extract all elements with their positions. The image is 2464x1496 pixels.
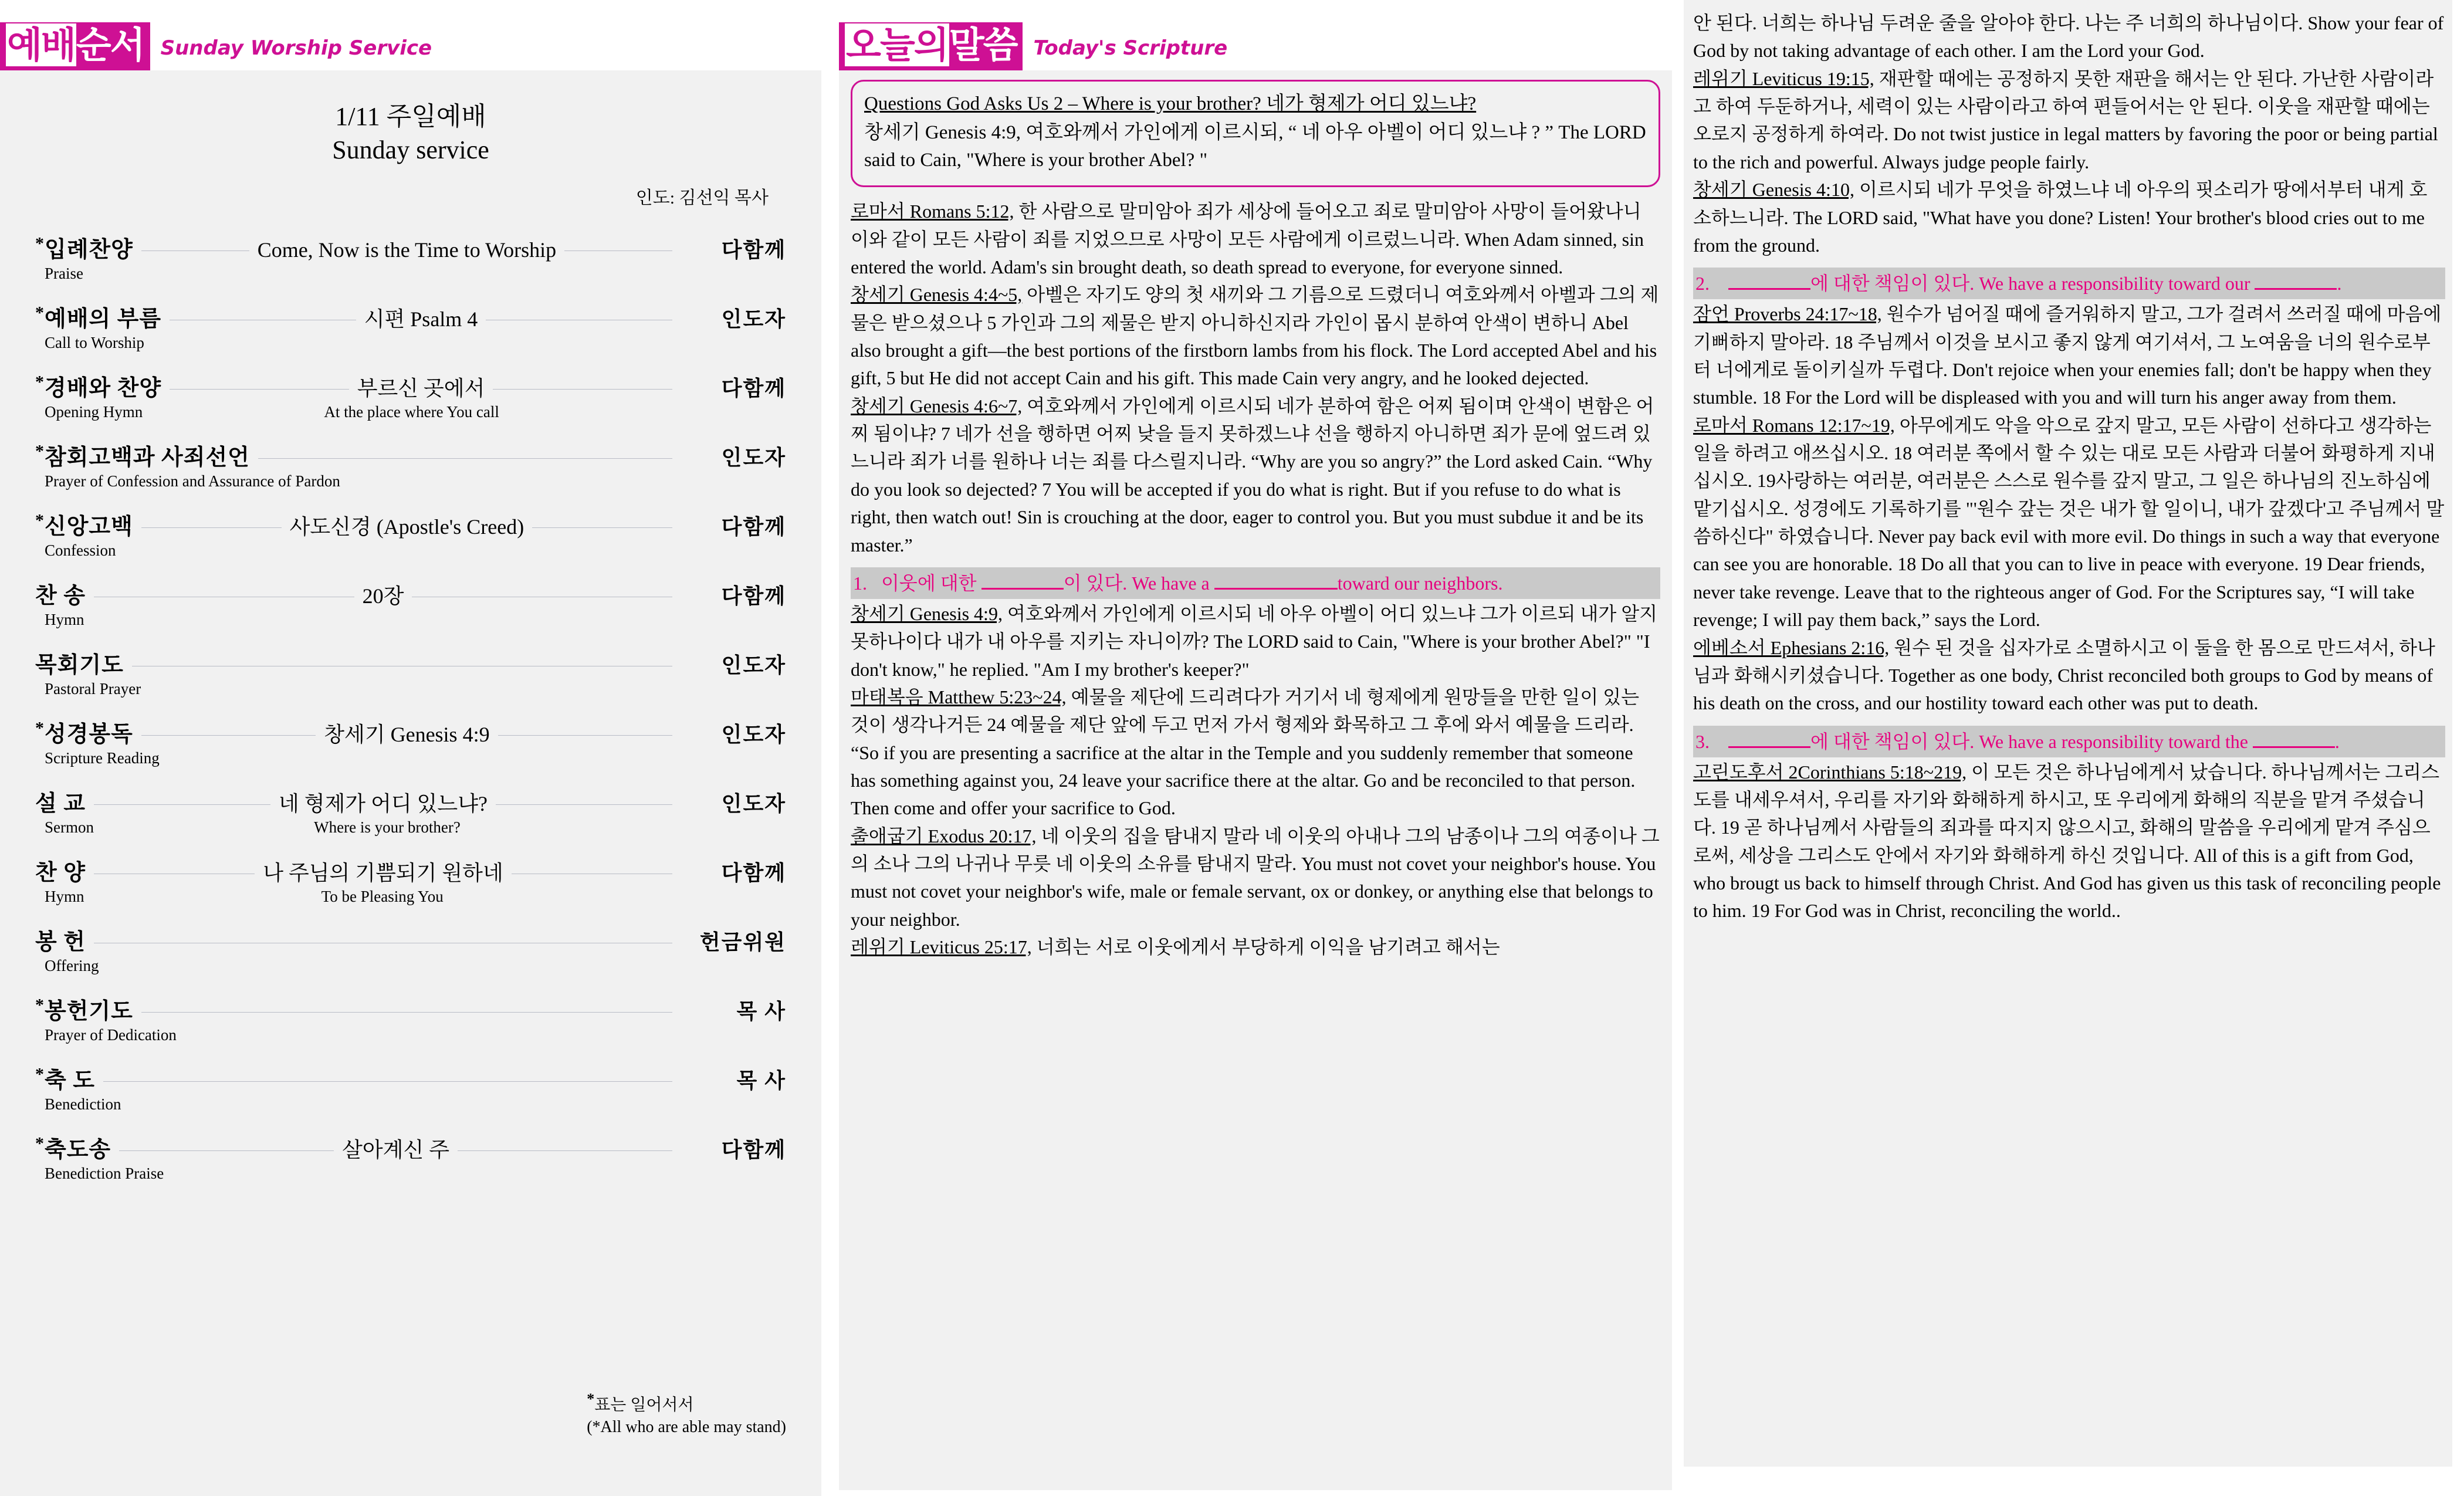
scripture-reference: 창세기 Genesis 4:10, (1693, 179, 1854, 201)
service-title (35, 100, 786, 167)
order-item-name-en: Benediction (45, 1095, 121, 1113)
scripture-body-middle (839, 70, 1672, 1490)
scripture-badge-ko-part2: 말씀 (949, 23, 1017, 66)
scripture-passage (1693, 759, 2445, 925)
scripture-reference: 창세기 Genesis 4:4~5, (851, 284, 1023, 306)
order-item-participant: 인도자 (721, 446, 786, 470)
sermon-verse-box (851, 80, 1660, 187)
order-item-name-ko: *봉헌기도 (35, 995, 133, 1024)
scripture-badge-ko-part1: 오늘의 (846, 23, 948, 66)
sermon-point: 2. 에 대한 책임이 있다. We have a responsibility toward our . (1693, 268, 2445, 299)
order-item-value-en: Where is your brother? (314, 818, 461, 837)
order-item-participant: 다함께 (721, 515, 786, 539)
scripture-section-header (821, 0, 1684, 70)
scripture-passage (1693, 634, 2445, 717)
order-item-value: 시편 Psalm 4 (364, 307, 478, 331)
scripture-reference: 로마서 Romans 5:12, (851, 201, 1014, 222)
scripture-text: 여호와께서 가인에게 이르시되 네가 분하여 함은 어찌 됨이며 안색이 변함은 어찌 됨이냐? 7 네가 선을 행하면 어찌 낮을 들지 못하겠느냐 선을 행하지 아니하면 죄가 문에 엎드려 있느니라 죄가 너를 원하나 너는 죄를 다스릴지니라. “Why are you so angry?” the Lord asked Cain. “Why do you look so dejected? 7 You will be accepted if you do what is right. But if you refuse to do what is right, then watch out! Sin is crouching at the door, eager to control you. But you must subdue it and be its master.” (851, 395, 1654, 556)
standing-footnote-korean: *표는 일어서서 (587, 1390, 694, 1414)
scripture-passage (1693, 65, 2445, 176)
order-item-name-en: Prayer of Dedication (45, 1026, 177, 1044)
scripture-text: 여호와께서 가인에게 이르시되 네 아우 아벨이 어디 있느냐 그가 이르되 내가 알지 못하나이다 내가 내 아우를 지키는 자니이까? The LORD said to Cain, "Where is your brother Abel?" "I don't know," he replied. "Am I my brother's keeper?" (851, 603, 1658, 680)
sermon-point-blank-ko (1728, 288, 1810, 290)
order-item-rule-left (141, 527, 282, 528)
scripture-column (821, 0, 1684, 1496)
scripture-passage (851, 281, 1660, 392)
scripture-reference: 로마서 Romans 12:17~19, (1693, 414, 1895, 436)
order-item-rule-left (170, 389, 349, 390)
scripture-text: 원수 된 것을 십자가로 소멸하시고 이 둘을 한 몸으로 만드셔서, 하나님과 화해시키셨습니다. Together as one body, Christ reconciled both groups to God by means of his death on the cross, and our hostility toward each other was put to death. (1693, 637, 2435, 714)
order-item (35, 577, 786, 647)
order-item-value: 살아계신 주 (342, 1138, 450, 1162)
order-item-name-en: Hymn (45, 888, 84, 906)
order-item-participant: 인도자 (721, 654, 786, 678)
order-item-participant: 다함께 (721, 584, 787, 608)
scripture-passage (851, 823, 1660, 933)
order-item-value-en (144, 334, 786, 352)
order-item-value: Come, Now is the Time to Worship (257, 238, 557, 262)
order-item-name-ko: *축 도 (35, 1064, 95, 1094)
service-leader: 인도: 김선익 목사 (635, 188, 769, 208)
order-item (35, 716, 786, 785)
standing-footnote-ko-text: 표는 일어서서 (594, 1396, 694, 1414)
right-passage-list (1693, 9, 2445, 925)
order-item-participant: 다함께 (721, 238, 787, 262)
scripture-passage (1693, 9, 2445, 65)
scripture-text: 안 된다. 너희는 하나님 두려운 줄을 알아야 한다. 나는 주 너희의 하나님이다. Show your fear of God by not taking advantage of each other. I am the Lord your God. (1693, 12, 2444, 62)
order-item (35, 508, 786, 577)
order-item-value-en (160, 749, 786, 767)
scripture-body-right (1684, 0, 2452, 1467)
order-item (35, 370, 786, 439)
scripture-continuation-column (1684, 0, 2464, 1496)
order-item-value-en (340, 472, 786, 490)
service-title-korean: 1/11 주일예배 (335, 102, 486, 131)
order-item-participant: 인도자 (721, 792, 787, 816)
order-item-value: 네 형제가 어디 있느냐? (278, 792, 488, 816)
scripture-text: 네 이웃의 집을 탐내지 말라 네 이웃의 아내나 그의 남종이나 그의 여종이나 그의 소나 그의 나귀나 무릇 네 이웃의 소유를 탐내지 말라. You must not covet your neighbor's house. You must not covet your neighbor's wife, male or female servant, ox or donkey, or anything else that belongs to your neighbor. (851, 825, 1660, 930)
sermon-point: 3. 에 대한 책임이 있다. We have a responsibility toward the . (1693, 726, 2445, 757)
sermon-point-blank-en (2253, 746, 2335, 748)
scripture-text: 아벨은 자기도 양의 첫 새끼와 그 기름으로 드렸더니 여호와께서 아벨과 그의 제물은 받으셨으나 5 가인과 그의 제물은 받지 아니하신지라 가인이 몹시 분하여 안색이 변하니 Abel also brought a gift—the best portions of the firstborn lambs from his flock. The Lord accepted Abel and his gift, 5 but He did not accept Cain and his gift. This made Cain very angry, and he looked dejected. (851, 284, 1659, 389)
order-item (35, 854, 786, 923)
order-item-value-en (141, 680, 786, 698)
order-item-rule-left (94, 804, 270, 805)
order-item-value-en: At the place where You call (324, 403, 499, 421)
service-title-english: Sunday service (332, 136, 489, 165)
scripture-reference: 레위기 Leviticus 25:17, (851, 936, 1032, 958)
order-item-value-en (121, 1095, 786, 1113)
order-item (35, 785, 786, 854)
scripture-passage (1693, 412, 2445, 634)
order-item-name-en: Praise (45, 265, 83, 283)
scripture-text: 한 사람으로 말미암아 죄가 세상에 들어오고 죄로 말미암아 사망이 들어왔나니 이와 같이 모든 사람이 죄를 지었으므로 사망이 모든 사람에게 이르렀느니라. When Adam sinned, sin entered the world. Adam's sin brought death, so death spread to everyone, for everyone sinned. (851, 201, 1644, 277)
order-item-name-ko: *입례찬양 (35, 233, 133, 263)
order-item-value: 부르신 곳에서 (357, 377, 485, 401)
order-item-name-en: Scripture Reading (45, 749, 160, 767)
scripture-text: 이 모든 것은 하나님에게서 났습니다. 하나님께서는 그리스도를 내세우셔서, 우리를 자기와 화해하게 하시고, 또 우리에게 화해의 직분을 맡겨 주셨습니다. 19 곧 하나님께서 사람들의 죄과를 따지지 않으시고, 화해의 말씀을 우리에게 맡겨 주심으로써, 세상을 그리스도 안에서 자기와 화해하게 하신 것입니다. All of this is a gift from God, who brougt us back to himself through Christ. And God has given us this task of reconciling people to him. 19 For God was in Christ, reconciling the world.. (1693, 761, 2441, 922)
order-item-name-en: Prayer of Confession and Assurance of Pardon (45, 472, 340, 490)
order-item (35, 231, 786, 300)
scripture-text: 아무에게도 악을 악으로 갚지 말고, 모든 사람이 선하다고 생각하는 일을 하려고 애쓰십시오. 18 여러분 쪽에서 할 수 있는 대로 모든 사람과 더불어 화평하게 지내십시오. 19사랑하는 여러분, 여러분은 스스로 원수를 갚지 말고, 그 일은 하나님의 진노하심에 맡기십시오. 성경에도 기록하기를 "'원수 갚는 것은 내가 할 일이니, 내가 갚겠다'고 주님께서 말씀하신다" 하였습니다. Never pay back evil with more evil. Do things in such a way that everyone can see you are honorable. 18 Do all that you can to live in peace with everyone. 19 Dear friends, never take revenge. Leave that to the righteous anger of God. For the Scriptures say, “I will take revenge; I will pay them back,” says the Lord. (1693, 414, 2445, 631)
order-item-rule-left (103, 1081, 672, 1082)
order-item-name-en: Call to Worship (45, 334, 144, 352)
order-badge-ko-part1: 예배 (7, 23, 75, 66)
order-item (35, 1131, 786, 1200)
order-item-value-en (164, 1165, 786, 1183)
order-badge-english: Sunday Worship Service (160, 36, 432, 60)
sermon-point-number: 1. (853, 572, 867, 594)
order-item-rule-right (498, 735, 672, 736)
order-item-name-en: Opening Hymn (45, 403, 143, 421)
order-item-name-en: Benediction Praise (45, 1165, 164, 1183)
order-item-rule-left (141, 735, 316, 736)
order-item-rule-right (532, 527, 672, 528)
sermon-point-blank-ko (981, 588, 1064, 590)
order-item-rule-right (496, 804, 672, 805)
scripture-reference: 창세기 Genesis 4:9, (851, 603, 1003, 624)
sermon-point-blank-ko (1728, 746, 1810, 748)
scripture-reference: 창세기 Genesis 4:6~7, (851, 395, 1023, 417)
sermon-title: Questions God Asks Us 2 – Where is your brother? 네가 형제가 어디 있느냐? (864, 93, 1477, 114)
order-item-participant: 다함께 (721, 1138, 787, 1162)
order-item-name-ko: *경배와 찬양 (35, 372, 162, 401)
order-item-name-ko: 봉 헌 (35, 930, 86, 955)
sermon-point-blank-en (1214, 588, 1338, 590)
order-item-participant: 인도자 (721, 723, 786, 747)
sermon-point-number: 3. (1695, 730, 1710, 752)
scripture-passage (1693, 300, 2445, 411)
scripture-text: 원수가 넘어질 때에 즐거워하지 말고, 그가 걸려서 쓰러질 때에 마음에 기뻐하지 말아라. 18 주님께서 이것을 보시고 좋지 않게 여기셔서, 그 노여움을 너의 원수로부터 너에게로 돌이키실까 두렵다. Don't rejoice when your enemies fall; don't be happy when they stumble. 18 For the Lord will be displeased with you and will turn his anger away from them. (1693, 303, 2442, 408)
order-item-value: 나 주님의 기쁨되기 원하네 (263, 861, 503, 885)
order-item-participant: 인도자 (721, 307, 786, 331)
order-item (35, 647, 786, 716)
middle-passage-list (851, 198, 1660, 961)
order-item-name-ko: 찬 송 (35, 584, 86, 609)
sermon-point-blank-en (2255, 288, 2337, 290)
order-item-name-ko: 설 교 (35, 791, 86, 817)
order-item-name-en: Sermon (45, 818, 94, 837)
order-item (35, 439, 786, 508)
order-item (35, 993, 786, 1062)
order-item-rule-left (258, 458, 672, 459)
order-item-name-en: Pastoral Prayer (45, 680, 141, 698)
scripture-passage (1693, 176, 2445, 259)
scripture-passage (851, 198, 1660, 281)
order-item (35, 1062, 786, 1131)
sermon-point-number: 2. (1695, 273, 1710, 295)
order-item-rule-left (141, 1012, 672, 1013)
scripture-text: 재판할 때에는 공정하지 못한 재판을 해서는 안 된다. 가난한 사람이라고 하여 두둔하거나, 세력이 있는 사람이라고 하여 편들어서는 안 된다. 이웃을 재판할 때에는 오로지 공정하게 하여라. Do not twist justice in legal matters by favoring the poor or being partial to the rich and powerful. Always judge people fairly. (1693, 67, 2438, 172)
scripture-badge-english: Today's Scripture (1033, 36, 1228, 60)
order-item-value: 창세기 Genesis 4:9 (324, 723, 490, 747)
order-item-name-ko: *신앙고백 (35, 510, 133, 540)
scripture-passage (851, 392, 1660, 559)
scripture-reference: 잠언 Proverbs 24:17~18, (1693, 303, 1882, 325)
scripture-reference: 고린도후서 2Corinthians 5:18~219, (1693, 761, 1967, 783)
scripture-text: 이르시되 네가 무엇을 하였느냐 네 아우의 핏소리가 땅에서부터 내게 호소하느니라. The LORD said, "What have you done? Listen! Your brother's blood cries out to me from the ground. (1693, 179, 2428, 256)
order-item-name-ko: *예배의 부름 (35, 303, 162, 332)
scripture-reference: 에베소서 Ephesians 2:16, (1693, 637, 1890, 658)
standing-footnote-english: (*All who are able may stand) (587, 1418, 786, 1437)
scripture-reference: 출애굽기 Exodus 20:17, (851, 825, 1037, 847)
order-badge-korean (0, 22, 150, 70)
order-item-name-en: Hymn (45, 611, 84, 629)
order-item-value-en (84, 611, 787, 629)
sermon-point: 1. 이웃에 대한 이 있다. We have a toward our neighbors. (851, 567, 1660, 599)
order-item-list (35, 231, 786, 1200)
order-item-rule-right (493, 389, 672, 390)
order-item-name-en: Confession (45, 541, 116, 560)
order-item-name-en: Offering (45, 957, 99, 975)
standing-footnote (587, 1389, 786, 1439)
order-item-name-ko: *축도송 (35, 1133, 111, 1163)
scripture-passage (851, 683, 1660, 823)
order-item-participant: 다함께 (721, 861, 786, 885)
order-item-rule-right (458, 1150, 672, 1151)
order-item-value-en (99, 957, 786, 975)
order-panel (0, 70, 821, 1496)
scripture-text: 예물을 제단에 드리려다가 거기서 네 형제에게 원망들을 만한 일이 있는 것이 생각나거든 24 예물을 제단 앞에 두고 먼저 가서 형제와 화목하고 그 후에 와서 예물을 드리라. “So if you are presenting a sacrifice at the altar in the Temple and you suddenly remember that someone has something against you, 24 leave your sacrifice there at the altar. Go and be reconciled to that person. Then come and offer your sacrifice to God. (851, 686, 1640, 819)
order-item-participant: 목 사 (736, 1069, 786, 1093)
order-item (35, 923, 786, 993)
order-section-header (0, 0, 821, 70)
scripture-badge-korean (839, 22, 1023, 70)
scripture-reference: 마태복음 Matthew 5:23~24, (851, 686, 1067, 708)
order-item-name-ko: 찬 양 (35, 861, 86, 886)
order-item-value-en (83, 265, 786, 283)
order-item-value: 사도신경 (Apostle's Creed) (289, 515, 524, 539)
order-item-value: 20장 (362, 584, 404, 608)
scripture-passage (851, 933, 1660, 961)
order-item-rule-left (119, 1150, 334, 1151)
order-item-name-ko: 목회기도 (35, 653, 124, 678)
order-item-value-en (177, 1026, 786, 1044)
scripture-text: 너희는 서로 이웃에게서 부당하게 이익을 남기려고 해서는 (1031, 936, 1500, 958)
sermon-key-verse: 창세기 Genesis 4:9, 여호와께서 가인에게 이르시되, “ 네 아우 아벨이 어디 있느냐 ? ” The LORD said to Cain, "Where is your brother Abel? " (864, 121, 1646, 171)
order-item-participant: 목 사 (736, 1000, 786, 1024)
order-badge-ko-part2: 순서 (76, 23, 144, 66)
order-item-name-ko: *참회고백과 사죄선언 (35, 441, 250, 471)
order-item-value-en: To be Pleasing You (321, 888, 444, 906)
order-item-participant: 헌금위원 (699, 930, 786, 955)
order-of-service-column (0, 0, 821, 1496)
scripture-passage (851, 600, 1660, 683)
order-item-participant: 다함께 (721, 377, 787, 401)
order-item (35, 300, 786, 370)
scripture-reference: 레위기 Leviticus 19:15, (1693, 67, 1874, 89)
order-item-name-ko: *성경봉독 (35, 718, 133, 747)
order-item-value-en (116, 541, 787, 560)
